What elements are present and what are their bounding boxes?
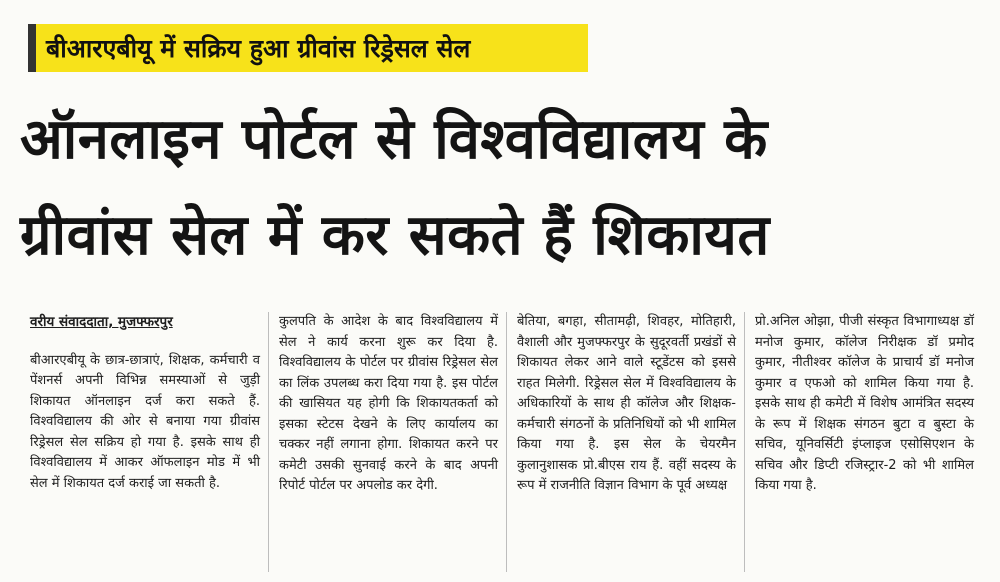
article-column-3 [506,312,744,572]
headline-line-2: ग्रीवांस सेल में कर सकते हैं शिकायत [20,203,770,268]
headline [20,92,985,284]
kicker-banner [28,24,588,72]
article-column-1 [30,312,268,572]
byline: वरीय संवाददाता, मुजफ्फरपुर [30,314,173,330]
article-column-4 [744,312,982,572]
column-text: कुलपति के आदेश के बाद विश्वविद्यालय में सेल ने कार्य करना शुरू कर दिया है. विश्वविद्यालय के पोर्टल पर ग्रीवांस रिड्रेसल सेल का लिंक उपलब्ध करा दिया गया है. इस पोर्टल की खासियत यह होगी कि शिकायतकर्ता को इसका स्टेटस देखने के लिए कार्यालय का चक्कर नहीं लगाना होगा. शिकायत करने पर कमेटी उसकी सुनवाई करने के बाद अपनी रिपोर्ट पोर्टल पर अपलोड कर देगी. [279,314,498,493]
kicker-text: बीआरएबीयू में सक्रिय हुआ ग्रीवांस रिड्रेसल सेल [46,34,471,63]
column-text: बेतिया, बगहा, सीतामढ़ी, शिवहर, मोतिहारी, वैशाली और मुजफ्फरपुर के सुदूरवर्ती प्रखंडों से शिकायत लेकर आने वाले स्टूडेंटस को इससे राहत मिलेगी. रिड्रेसल सेल में विश्वविद्यालय के अधिकारियों के साथ ही कॉलेज और शिक्षक-कर्मचारी संगठनों के प्रतिनिधियों को भी शामिल किया गया है. इस सेल के चेयरमैन कुलानुशासक प्रो.बीएस राय हैं. वहीं सदस्य के रूप में राजनीति विज्ञान विभाग के पूर्व अध्यक्ष [517,314,736,493]
article-column-2 [268,312,506,572]
column-text: बीआरएबीयू के छात्र-छात्राएं, शिक्षक, कर्मचारी व पेंशनर्स अपनी विभिन्न समस्याओं से जुड़ी शिकायत ऑनलाइन दर्ज करा सकते हैं. विश्वविद्यालय की ओर से बनाया गया ग्रीवांस रिड्रेसल सेल सक्रिय हो गया है. इसके साथ ही विश्वविद्यालय में आकर ऑफलाइन मोड में भी सेल में शिकायत दर्ज कराई जा सकती है. [30,352,260,491]
headline-line-1: ऑनलाइन पोर्टल से विश्वविद्यालय के [20,107,768,172]
column-text: प्रो.अनिल ओझा, पीजी संस्कृत विभागाध्यक्ष डॉ मनोज कुमार, कॉलेज निरीक्षक डॉ प्रमोद कुमार, नीतीश्वर कॉलेज के प्राचार्य डॉ मनोज कुमार व एफओ को शामिल किया गया है. इसके साथ ही कमेटी में विशेष आमंत्रित सदस्य के रूप में शिक्षक संगठन बुटा व बुस्टा के सचिव, यूनिवर्सिटी इंप्लाइज एसोसिएशन के सचिव और डिप्टी रजिस्ट्रार-2 को भी शामिल किया गया है. [755,314,974,493]
article-body [30,312,985,572]
